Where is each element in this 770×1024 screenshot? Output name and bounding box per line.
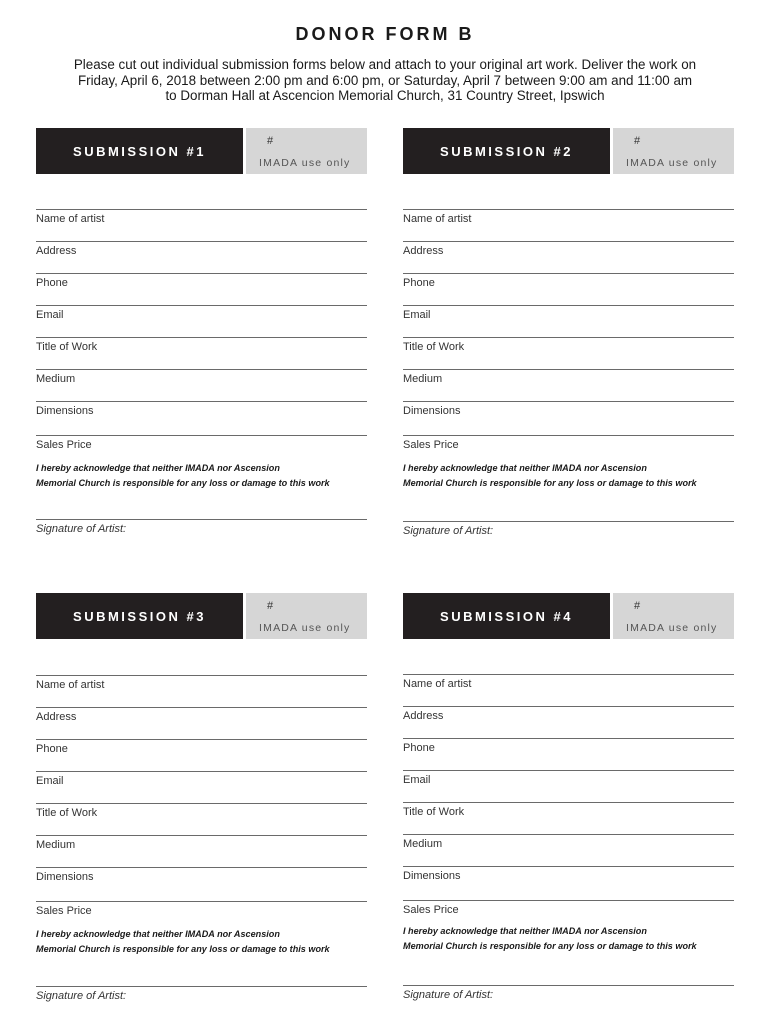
artist-signature-field[interactable]: Signature of Artist: [36,986,367,1002]
acknowledgement-line: Memorial Church is responsible for any loss or damage to this work [36,943,330,954]
imada-label: IMADA use only [259,157,351,169]
phone-field[interactable]: Phone [403,273,734,289]
dimensions-field[interactable]: Dimensions [403,401,734,417]
acknowledgement-line: Memorial Church is responsible for any loss or damage to this work [36,477,330,488]
phone-field[interactable]: Phone [36,739,367,755]
address-field[interactable]: Address [403,241,734,257]
imada-box [613,128,734,174]
instructions-line: to Dorman Hall at Ascencion Memorial Church, 31 Country Street, Ipswich [165,88,605,103]
work-title-field[interactable]: Title of Work [403,802,734,818]
email-field[interactable]: Email [36,305,367,321]
dimensions-field[interactable]: Dimensions [36,867,367,883]
instructions-line: Friday, April 6, 2018 between 2:00 pm and 6:00 pm, or Saturday, April 7 between 9:00 am and 11:00 am [77,72,693,88]
email-field[interactable]: Email [36,771,367,787]
address-field[interactable]: Address [36,241,367,257]
work-title-field[interactable]: Title of Work [36,337,367,353]
work-title-field[interactable]: Title of Work [403,337,734,353]
dimensions-field[interactable]: Dimensions [403,866,734,882]
acknowledgement-line: Memorial Church is responsible for any loss or damage to this work [403,940,697,951]
address-field[interactable]: Address [403,706,734,722]
artist-name-field[interactable]: Name of artist [36,675,367,691]
form-title: DONOR FORM B [295,24,475,44]
submission-heading: SUBMISSION #4 [403,593,610,639]
medium-field[interactable]: Medium [36,369,367,385]
artist-name-field[interactable]: Name of artist [36,209,367,225]
artist-name-field[interactable]: Name of artist [403,674,734,690]
sales-price-field[interactable]: Sales Price [36,435,367,451]
acknowledgement-line: I hereby acknowledge that neither IMADA nor Ascension [36,463,280,473]
imada-number-field: # [634,600,641,612]
work-title-field[interactable]: Title of Work [36,803,367,819]
artist-signature-field[interactable]: Signature of Artist: [36,519,367,535]
imada-box [246,128,367,174]
sales-price-field[interactable]: Sales Price [403,900,734,916]
submission-form-4 [403,593,734,1013]
submission-heading: SUBMISSION #1 [36,128,243,174]
imada-box [613,593,734,639]
imada-box [246,593,367,639]
dimensions-field[interactable]: Dimensions [36,401,367,417]
acknowledgement-line: I hereby acknowledge that neither IMADA nor Ascension [403,463,647,473]
liability-acknowledgement [36,927,367,956]
email-field[interactable]: Email [403,305,734,321]
imada-number-field: # [267,135,274,147]
liability-acknowledgement [403,461,734,490]
acknowledgement-line: I hereby acknowledge that neither IMADA nor Ascension [403,926,647,936]
submission-form-2 [403,128,734,548]
medium-field[interactable]: Medium [403,834,734,850]
sales-price-field[interactable]: Sales Price [403,435,734,451]
artist-signature-field[interactable]: Signature of Artist: [403,985,734,1001]
email-field[interactable]: Email [403,770,734,786]
acknowledgement-line: I hereby acknowledge that neither IMADA nor Ascension [36,929,280,939]
imada-number-field: # [634,135,641,147]
imada-label: IMADA use only [626,157,718,169]
submission-form-1 [36,128,367,548]
medium-field[interactable]: Medium [403,369,734,385]
medium-field[interactable]: Medium [36,835,367,851]
imada-number-field: # [267,600,274,612]
submission-form-3 [36,593,367,1013]
imada-label: IMADA use only [626,622,718,634]
submission-heading: SUBMISSION #3 [36,593,243,639]
address-field[interactable]: Address [36,707,367,723]
liability-acknowledgement [403,924,734,953]
sales-price-field[interactable]: Sales Price [36,901,367,917]
instructions [40,57,730,104]
acknowledgement-line: Memorial Church is responsible for any loss or damage to this work [403,477,697,488]
artist-signature-field[interactable]: Signature of Artist: [403,521,734,537]
phone-field[interactable]: Phone [36,273,367,289]
imada-label: IMADA use only [259,622,351,634]
instructions-line: Please cut out individual submission forms below and attach to your original art work. Deliver the work on [73,57,697,72]
liability-acknowledgement [36,461,367,490]
phone-field[interactable]: Phone [403,738,734,754]
artist-name-field[interactable]: Name of artist [403,209,734,225]
submission-heading: SUBMISSION #2 [403,128,610,174]
